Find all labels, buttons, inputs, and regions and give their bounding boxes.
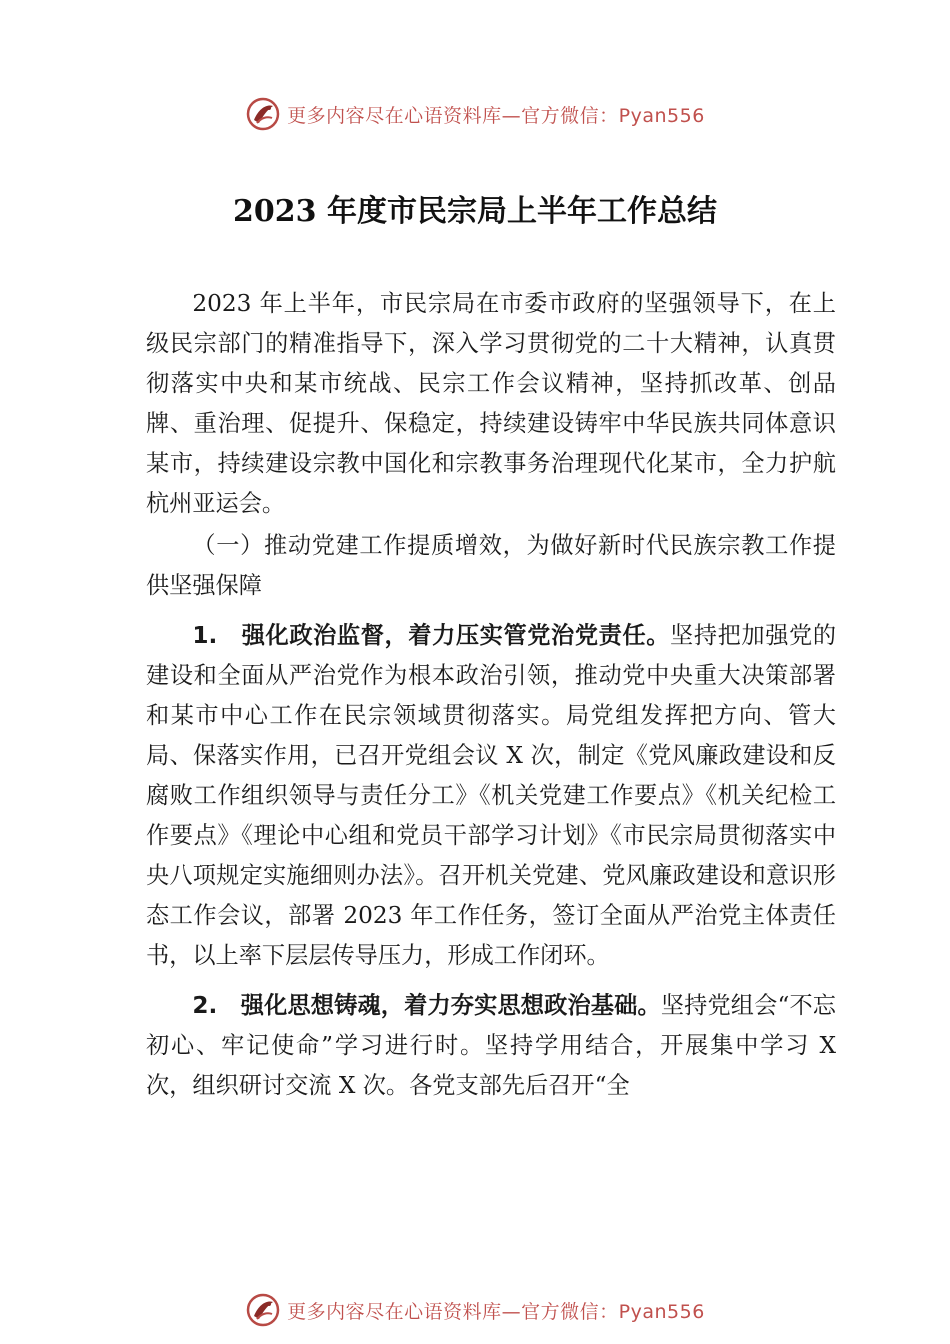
item-body: 坚持党组会“不忘初心、牢记使命”学习进行时。坚持学用结合，开展集中学习 X 次，组织研讨交流 X 次。各党支部先后召开“全	[146, 992, 836, 1099]
document-body	[146, 284, 836, 1106]
item-paragraph	[146, 986, 836, 1106]
header-banner	[0, 94, 950, 134]
section-heading: （一）推动党建工作提质增效，为做好新时代民族宗教工作提供坚强保障	[146, 532, 836, 599]
item-paragraph	[146, 616, 836, 976]
document-title: 2023 年度市民宗局上半年工作总结	[233, 194, 717, 229]
intro-paragraph: 2023 年上半年，市民宗局在市委市政府的坚强领导下，在上级民宗部门的精准指导下，深入学习贯彻党的二十大精神，认真贯彻落实中央和某市统战、民宗工作会议精神，坚持抓改革、创品牌、重治理、促提升、保稳定，持续建设铸牢中华民族共同体意识某市，持续建设宗教中国化和宗教事务治理现代化某市，全力护航杭州亚运会。	[146, 290, 836, 517]
item-body: 坚持把加强党的建设和全面从严治党作为根本政治引领，推动党中央重大决策部署和某市中心工作在民宗领域贯彻落实。局党组发挥把方向、管大局、保落实作用，已召开党组会议 X 次，制定《党风廉政建设和反腐败工作组织领导与责任分工》《机关党建工作要点》《机关纪检工作要点》《理论中心组和党员干部学习计划》《市民宗局贯彻落实中央八项规定实施细则办法》。召开机关党建、党风廉政建设和意识形态工作会议，部署 2023 年工作任务，签订全面从严治党主体责任书，以上率下层层传导压力，形成工作闭环。	[146, 622, 837, 969]
item-lead: 2. 强化思想铸魂，着力夯实思想政治基础。	[192, 992, 661, 1019]
logo-icon	[245, 1292, 281, 1328]
footer-banner	[0, 1290, 950, 1330]
item-lead: 1. 强化政治监督，着力压实管党治党责任。	[192, 622, 671, 649]
footer-banner-text: 更多内容尽在心语资料库—官方微信：Pyan556	[287, 1300, 705, 1323]
logo-icon	[245, 96, 281, 132]
header-banner-text: 更多内容尽在心语资料库—官方微信：Pyan556	[287, 104, 705, 127]
